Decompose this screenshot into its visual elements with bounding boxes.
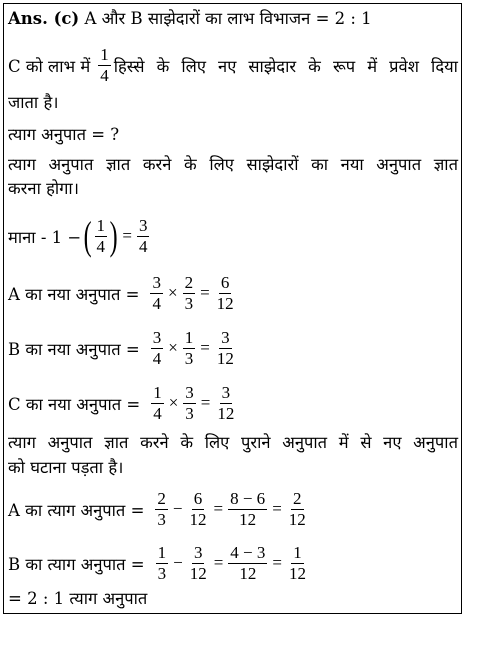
fraction-denominator: 3: [185, 403, 194, 423]
new-ratio-row: [8, 381, 239, 425]
word: ज्ञात: [433, 155, 458, 174]
word: के: [184, 155, 197, 174]
word: से: [360, 433, 372, 452]
sacrifice-instruction: [8, 432, 458, 454]
new-ratio-instruction: [8, 154, 458, 176]
right-paren: ): [109, 213, 118, 258]
admission-pre: C को लाभ में: [8, 56, 91, 76]
word: पुराने: [241, 433, 271, 452]
new-ratio-row: [8, 326, 239, 370]
assumption-result-fraction: [137, 216, 150, 257]
word: अनुपात: [47, 433, 93, 452]
word: अनुपात: [413, 433, 458, 452]
word: के: [180, 433, 194, 452]
sacrifice-row: [8, 541, 311, 585]
fraction-denominator: 3: [184, 293, 194, 313]
fraction-numerator: 3: [185, 382, 194, 402]
old-ratio-fraction: [155, 489, 168, 530]
share-fraction: [98, 45, 111, 86]
equals-sign: =: [122, 226, 132, 245]
ratio-label: B का नया अनुपात =: [8, 339, 140, 359]
fraction-denominator: 4: [153, 403, 162, 423]
fraction-denominator: 12: [288, 509, 306, 529]
minus-sign: −: [172, 499, 183, 518]
minus-sign: −: [173, 553, 183, 572]
answer-label: Ans. (c): [8, 9, 80, 28]
word: अनुपात: [282, 433, 328, 452]
fraction-denominator: 4: [152, 348, 162, 368]
fraction-numerator: 1: [293, 542, 302, 562]
word: ज्ञात: [104, 433, 129, 452]
new-ratio-fraction: [215, 383, 236, 424]
new-ratio-row: [8, 271, 239, 315]
remaining-share-fraction: [183, 273, 196, 314]
profit-ratio-text: A और B साझेदारों का लाभ विभाजन = 2 : 1: [84, 9, 372, 28]
word: लिए: [204, 433, 230, 452]
sacrifice-label: B का त्याग अनुपात =: [8, 554, 145, 574]
fraction-denominator: 3: [157, 509, 166, 529]
fraction-numerator: 3: [152, 272, 161, 292]
equals-sign: =: [200, 393, 211, 412]
multiply-sign: ×: [167, 283, 178, 302]
word: रूप: [332, 56, 356, 76]
new-ratio-fraction: [215, 328, 236, 369]
equals-sign: =: [213, 499, 224, 518]
equals-sign: =: [213, 553, 224, 572]
fraction-numerator: 2: [157, 488, 166, 508]
final-answer: = 2 : 1 त्याग अनुपात: [8, 589, 148, 608]
word: त्याग: [8, 433, 36, 452]
fraction-numerator: 2: [293, 488, 302, 508]
fraction-numerator: 3: [221, 327, 230, 347]
word: साझेदार: [248, 56, 297, 76]
fraction-denominator: 4: [96, 236, 106, 256]
fraction-denominator: 12: [216, 293, 234, 313]
sacrifice-question: त्याग अनुपात = ?: [8, 125, 120, 144]
word: नए: [218, 56, 237, 76]
fraction-denominator: 4: [100, 65, 109, 85]
word: करने: [140, 433, 169, 452]
remaining-share-fraction: [183, 328, 196, 369]
word: के: [156, 56, 170, 76]
word: त्याग: [8, 155, 36, 174]
word: प्रवेश: [389, 56, 419, 76]
word: हिस्से: [113, 56, 145, 76]
equals-sign: =: [200, 283, 210, 302]
new-ratio-instruction-end: करना होगा।: [8, 179, 79, 198]
sacrifice-fraction: [287, 489, 308, 530]
sacrifice-label: A का त्याग अनुपात =: [8, 500, 145, 520]
word: साझेदारों: [246, 155, 299, 174]
multiply-sign: ×: [168, 393, 179, 412]
fraction-denominator: 12: [216, 348, 234, 368]
fraction-numerator: 1: [184, 327, 194, 347]
word: में: [338, 433, 349, 452]
fraction-denominator: 12: [239, 509, 257, 529]
fraction-numerator: 6: [193, 488, 203, 508]
fraction-denominator: 12: [239, 563, 257, 583]
word: लिए: [209, 155, 234, 174]
fraction-numerator: 3: [221, 382, 231, 402]
admission-words: [114, 54, 458, 77]
fraction-numerator: 8 − 6: [230, 488, 266, 508]
assumption-label: माना - 1 −: [8, 227, 82, 247]
fraction-denominator: 3: [157, 563, 167, 583]
fraction-denominator: 12: [288, 563, 306, 583]
answer-header: [8, 8, 372, 30]
sacrifice-fraction: [287, 543, 308, 584]
ratio-label: A का नया अनुपात =: [8, 284, 140, 304]
fraction-numerator: 3: [152, 327, 162, 347]
sacrifice-instruction-end: को घटाना पड़ता है।: [8, 458, 124, 477]
fraction-denominator: 3: [184, 348, 194, 368]
old-ratio-fraction: [150, 273, 163, 314]
fraction-numerator: 6: [220, 272, 230, 292]
fraction-numerator: 1: [157, 542, 167, 562]
fraction-numerator: 4 − 3: [230, 542, 266, 562]
assumption-inner-fraction: [95, 216, 108, 257]
assumption-line: [8, 214, 152, 258]
word: लिए: [181, 56, 206, 76]
multiply-sign: ×: [168, 338, 178, 357]
admission-line-end: जाता है।: [8, 93, 59, 112]
old-ratio-fraction: [151, 328, 164, 369]
old-ratio-fraction: [151, 383, 164, 424]
equals-sign: =: [272, 499, 282, 518]
word: दिया: [431, 56, 458, 76]
difference-fraction: [228, 489, 267, 530]
new-ratio-fraction: [188, 543, 209, 584]
fraction-denominator: 12: [189, 509, 207, 529]
admission-line: [8, 43, 458, 87]
new-ratio-fraction: [188, 489, 209, 530]
word: करने: [142, 155, 172, 174]
ratio-label: C का नया अनुपात =: [8, 394, 141, 414]
word: ज्ञात: [105, 155, 131, 174]
fraction-numerator: 1: [100, 44, 109, 64]
fraction-numerator: 1: [96, 215, 106, 235]
word: अनुपात: [376, 155, 422, 174]
remaining-share-fraction: [183, 383, 196, 424]
old-ratio-fraction: [156, 543, 169, 584]
left-paren: (: [83, 213, 92, 258]
fraction-numerator: 3: [138, 215, 148, 235]
fraction-denominator: 4: [152, 293, 161, 313]
equals-sign: =: [272, 553, 282, 572]
word: नए: [383, 433, 402, 452]
fraction-numerator: 3: [193, 542, 203, 562]
word: अनुपात: [48, 155, 94, 174]
new-ratio-fraction: [215, 273, 236, 314]
fraction-denominator: 12: [217, 403, 235, 423]
difference-fraction: [228, 543, 267, 584]
word: के: [308, 56, 321, 76]
word: का: [311, 155, 329, 174]
fraction-numerator: 1: [153, 382, 162, 402]
fraction-denominator: 4: [138, 236, 148, 256]
sacrifice-row: [8, 487, 311, 531]
fraction-numerator: 2: [184, 272, 194, 292]
word: में: [367, 56, 378, 76]
equals-sign: =: [200, 338, 210, 357]
fraction-denominator: 12: [189, 563, 207, 583]
word: नया: [340, 155, 364, 174]
